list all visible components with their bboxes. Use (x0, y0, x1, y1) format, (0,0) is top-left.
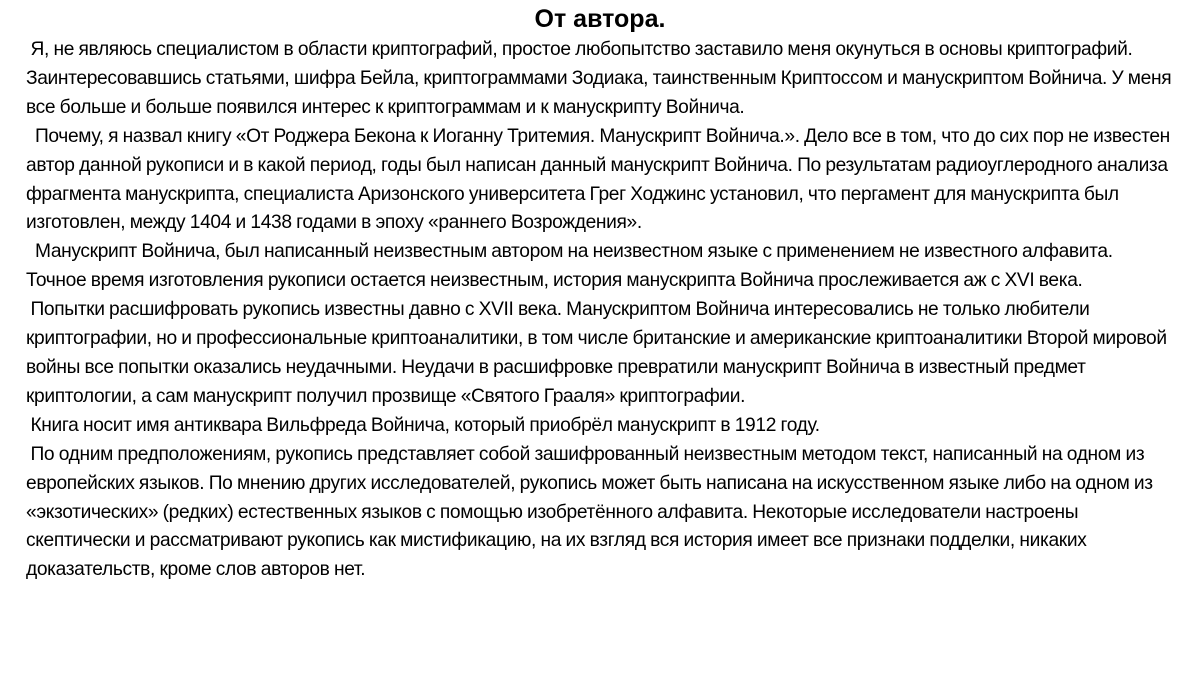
paragraph-book-title: Почему, я назвал книгу «От Роджера Бекона к Иоганну Тритемия. Манускрипт Войнича.». Дело все в том, что до сих пор не известен автор данной рукописи и в какой период, годы был написан данный манускрипт Войнича. По результатам радиоуглеродного анализа фрагмента манускрипта, специалиста Аризонского университета Грег Ходжинс установил, что пергамент для манускрипта был изготовлен, между 1404 и 1438 годами в эпоху «раннего Возрождения». (26, 125, 1175, 234)
paragraph-unknown-author: Манускрипт Войнича, был написанный неизвестным автором на неизвестном языке с применением не известного алфавита. Точное время изготовления рукописи остается неизвестным, история манускрипта Войнича прослеживается аж с XVI века. (26, 241, 1118, 292)
paragraph-hypotheses: По одним предположениям, рукопись представляет собой зашифрованный неизвестным методом текст, написанный на одном из европейских языков. По мнению других исследователей, рукопись может быть написана на искусственном языке либо на одном из «экзотических» (редких) естественных языков с помощью изобретённого алфавита. Некоторые исследователи настроены скептически и рассматривают рукопись как мистификацию, на их взгляд вся история имеет все признаки подделки, никаких доказательств, кроме слов авторов нет. (26, 443, 1158, 581)
paragraph-intro: Я, не являюсь специалистом в области криптографий, простое любопытство заставило меня окунуться в основы криптографий. Заинтересовавшись статьями, шифра Бейла, криптограммами Зодиака, таинственным Криптоссом и манускриптом Войнича. У меня все больше и больше появился интерес к криптограммам и к манускрипту Войнича. (26, 39, 1176, 118)
paragraph-book-name: Книга носит имя антиквара Вильфреда Войнича, который приобрёл манускрипт в 1912 году. (26, 414, 820, 436)
document-body (26, 36, 1174, 585)
document-title: От автора. (534, 5, 666, 33)
paragraph-decryption-attempts: Попытки расшифровать рукопись известны давно с XVII века. Манускриптом Войнича интересовались не только любители криптографии, но и профессиональные криптоаналитики, в том числе британские и американские криптоаналитики Второй мировой войны все попытки оказались неудачными. Неудачи в расшифровке превратили манускрипт Войнича в известный предмет криптологии, а сам манускрипт получил прозвище «Святого Грааля» криптографии. (26, 299, 1172, 407)
